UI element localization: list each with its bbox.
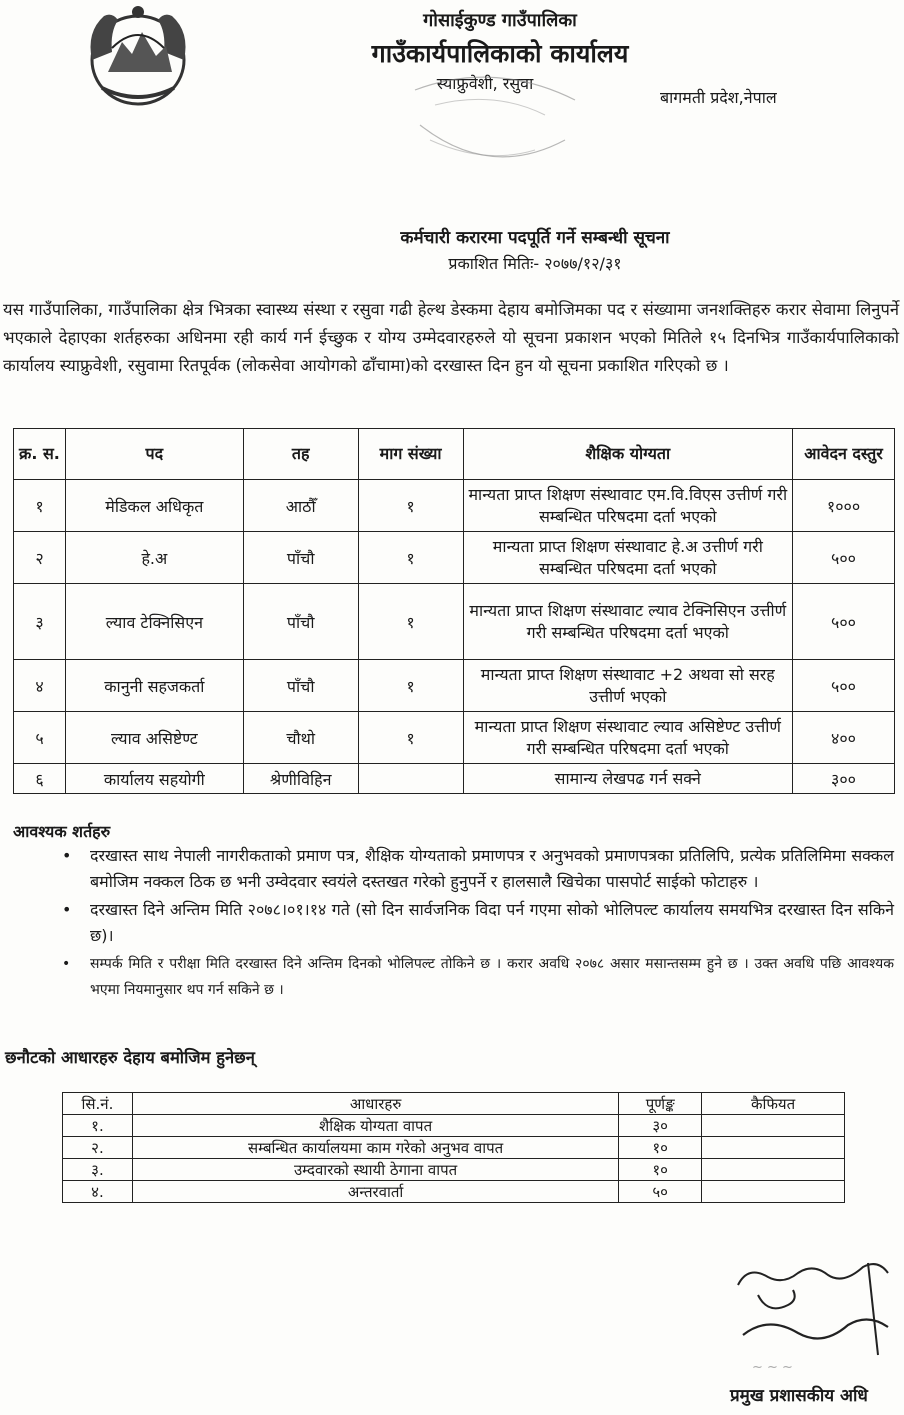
row-sn: ४. xyxy=(63,1181,133,1203)
row-marks: ५० xyxy=(619,1181,702,1203)
header-fee: आवेदन दस्तुर xyxy=(793,429,895,480)
row-count: १ xyxy=(358,532,463,584)
header-post: पद xyxy=(65,429,243,480)
list-item xyxy=(0,897,894,949)
row-level: पाँचौ xyxy=(243,532,358,584)
row-sn: ३ xyxy=(14,584,66,660)
header-sn: सि.नं. xyxy=(63,1093,133,1115)
row-post: कानुनी सहजकर्ता xyxy=(65,660,243,712)
table-row xyxy=(14,480,895,532)
office-stamp xyxy=(395,70,595,170)
row-basis: शैक्षिक योग्यता वापत xyxy=(132,1115,618,1137)
table-row xyxy=(63,1159,845,1181)
row-level: आठौँ xyxy=(243,480,358,532)
row-basis: सम्बन्धित कार्यालयमा काम गरेको अनुभव वापत xyxy=(132,1137,618,1159)
selection-heading: छनौटको आधारहरु देहाय बमोजिम हुनेछन् xyxy=(5,1048,255,1067)
condition-text: दरखास्त दिने अन्तिम मिति २०७८।०१।१४ गते (सो दिन सार्वजनिक विदा पर्न गएमा सोको भोलिपल्ट कार्यालय समयभित्र दरखास्त दिन सकिने छ)। xyxy=(90,900,894,945)
row-sn: ४ xyxy=(14,660,66,712)
bullet-icon: • xyxy=(62,956,71,972)
row-post: ल्याव टेक्निसिएन xyxy=(65,584,243,660)
header-basis: आधारहरु xyxy=(132,1093,618,1115)
row-level: श्रेणीविहिन xyxy=(243,764,358,794)
row-post: कार्यालय सहयोगी xyxy=(65,764,243,794)
condition-text: सम्पर्क मिति र परीक्षा मिति दरखास्त दिने अन्तिम दिनको भोलिपल्ट तोकिने छ । करार अवधि २०७८ असार मसान्तसम्म हुने छ । उक्त अवधि पछि आवश्यक भएमा नियमानुसार थप गर्न सकिने छ । xyxy=(90,956,894,998)
row-sn: ६ xyxy=(14,764,66,794)
row-fee: १००० xyxy=(793,480,895,532)
row-qualification: मान्यता प्राप्त शिक्षण संस्थावाट +2 अथवा सो सरह उत्तीर्ण भएको xyxy=(463,660,793,712)
table-row xyxy=(63,1181,845,1203)
notice-title: कर्मचारी करारमा पदपूर्ति गर्ने सम्बन्धी सूचना xyxy=(400,228,670,248)
row-remarks xyxy=(702,1115,845,1137)
row-qualification: मान्यता प्राप्त शिक्षण संस्थावाट हे.अ उत्तीर्ण गरी सम्बन्धित परिषदमा दर्ता भएको xyxy=(463,532,793,584)
conditions-heading: आवश्यक शर्तहरु xyxy=(13,822,111,841)
row-fee: ५०० xyxy=(793,584,895,660)
province-name: बागमती प्रदेश,नेपाल xyxy=(660,88,777,107)
row-sn: २. xyxy=(63,1137,133,1159)
row-post: ल्याव असिष्टेण्ट xyxy=(65,712,243,764)
office-name: गाउँकार्यपालिकाको कार्यालय xyxy=(371,39,629,68)
row-sn: १. xyxy=(63,1115,133,1137)
row-post: मेडिकल अधिकृत xyxy=(65,480,243,532)
header-sn: क्र. स. xyxy=(14,429,66,480)
row-qualification: मान्यता प्राप्त शिक्षण संस्थावाट ल्याव असिष्टेण्ट उत्तीर्ण गरी सम्बन्धित परिषदमा दर्ता भएको xyxy=(463,712,793,764)
table-row xyxy=(14,764,895,794)
row-count: १ xyxy=(358,712,463,764)
row-remarks xyxy=(702,1159,845,1181)
header-remarks: कैफियत xyxy=(702,1093,845,1115)
row-count: १ xyxy=(358,584,463,660)
header-count: माग संख्या xyxy=(358,429,463,480)
list-item xyxy=(0,843,894,895)
municipality-name: गोसाईकुण्ड गाउँपालिका xyxy=(423,10,577,31)
row-fee: ५०० xyxy=(793,660,895,712)
row-level: चौथो xyxy=(243,712,358,764)
signature-faint-text: ~ ~ ~ xyxy=(752,1360,793,1375)
government-emblem-logo xyxy=(82,2,194,112)
row-qualification: मान्यता प्राप्त शिक्षण संस्थावाट ल्याव टेक्निसिएन उत्तीर्ण गरी सम्बन्धित परिषदमा दर्ता भएको xyxy=(463,584,793,660)
row-basis: अन्तरवार्ता xyxy=(132,1181,618,1203)
list-item xyxy=(0,951,894,1003)
row-post: हे.अ xyxy=(65,532,243,584)
table-row xyxy=(14,712,895,764)
table-row xyxy=(14,532,895,584)
published-date: प्रकाशित मितिः- २०७७/१२/३१ xyxy=(448,254,622,273)
row-remarks xyxy=(702,1137,845,1159)
row-sn: ५ xyxy=(14,712,66,764)
row-marks: १० xyxy=(619,1137,702,1159)
table-row xyxy=(63,1137,845,1159)
header-level: तह xyxy=(243,429,358,480)
row-sn: १ xyxy=(14,480,66,532)
row-fee: ४०० xyxy=(793,712,895,764)
row-count: १ xyxy=(358,480,463,532)
row-sn: ३. xyxy=(63,1159,133,1181)
row-remarks xyxy=(702,1181,845,1203)
condition-text: दरखास्त साथ नेपाली नागरीकताको प्रमाण पत्र, शैक्षिक योग्यताको प्रमाणपत्र र अनुभवको प्रमाणपत्रका प्रतिलिपि, प्रत्येक प्रतिलिमिमा सक्कल बमोजिम नक्कल ठिक छ भनी उम्वेदवार स्वयंले दस्तखत गरेको हुनुपर्ने र हालसालै खिचेका पासपोर्ट साईको फोटाहरु । xyxy=(90,846,894,891)
row-sn: २ xyxy=(14,532,66,584)
table-row xyxy=(14,584,895,660)
selection-table-header xyxy=(63,1093,845,1115)
table-row xyxy=(63,1115,845,1137)
handwritten-signature xyxy=(728,1255,898,1360)
row-level: पाँचौ xyxy=(243,584,358,660)
posts-table-header xyxy=(14,429,895,480)
signatory-title: प्रमुख प्रशासकीय अधि xyxy=(730,1386,868,1406)
row-count: १ xyxy=(358,660,463,712)
header-marks: पूर्णङ्क xyxy=(619,1093,702,1115)
posts-table xyxy=(13,428,895,794)
row-marks: १० xyxy=(619,1159,702,1181)
selection-table xyxy=(62,1092,845,1203)
bullet-icon: • xyxy=(62,900,72,919)
row-fee: ५०० xyxy=(793,532,895,584)
office-address: स्याफ्रुवेशी, रसुवा xyxy=(436,74,534,93)
row-count xyxy=(358,764,463,794)
row-level: पाँचौ xyxy=(243,660,358,712)
bullet-icon: • xyxy=(62,846,72,865)
table-row xyxy=(14,660,895,712)
row-basis: उम्दवारको स्थायी ठेगाना वापत xyxy=(132,1159,618,1181)
row-qualification: मान्यता प्राप्त शिक्षण संस्थावाट एम.वि.विएस उत्तीर्ण गरी सम्बन्धित परिषदमा दर्ता भएको xyxy=(463,480,793,532)
notice-intro-paragraph: यस गाउँपालिका, गाउँपालिका क्षेत्र भित्रका स्वास्थ्य संस्था र रसुवा गढी हेल्थ डेस्कमा देहाय बमोजिमका पद र संख्यामा जनशक्तिहरु करार सेवामा लिनुपर्ने भएकाले देहाएका शर्तहरुका अधिनमा रही कार्य गर्न ईच्छुक र योग्य उम्मेदवारहरुले यो सूचना प्रकाशन भएको मितिले १५ दिनभित्र गाउँकार्यपालिकाको कार्यालय स्याफ्रुवेशी, रसुवामा रितपूर्वक (लोकसेवा आयोगको ढाँचामा)को दरखास्त दिन हुन यो सूचना प्रकाशित गरिएको छ । xyxy=(3,300,899,375)
conditions-list xyxy=(0,843,894,1005)
row-marks: ३० xyxy=(619,1115,702,1137)
row-qualification: सामान्य लेखपढ गर्न सक्ने xyxy=(463,764,793,794)
row-fee: ३०० xyxy=(793,764,895,794)
header-qualification: शैक्षिक योग्यता xyxy=(463,429,793,480)
